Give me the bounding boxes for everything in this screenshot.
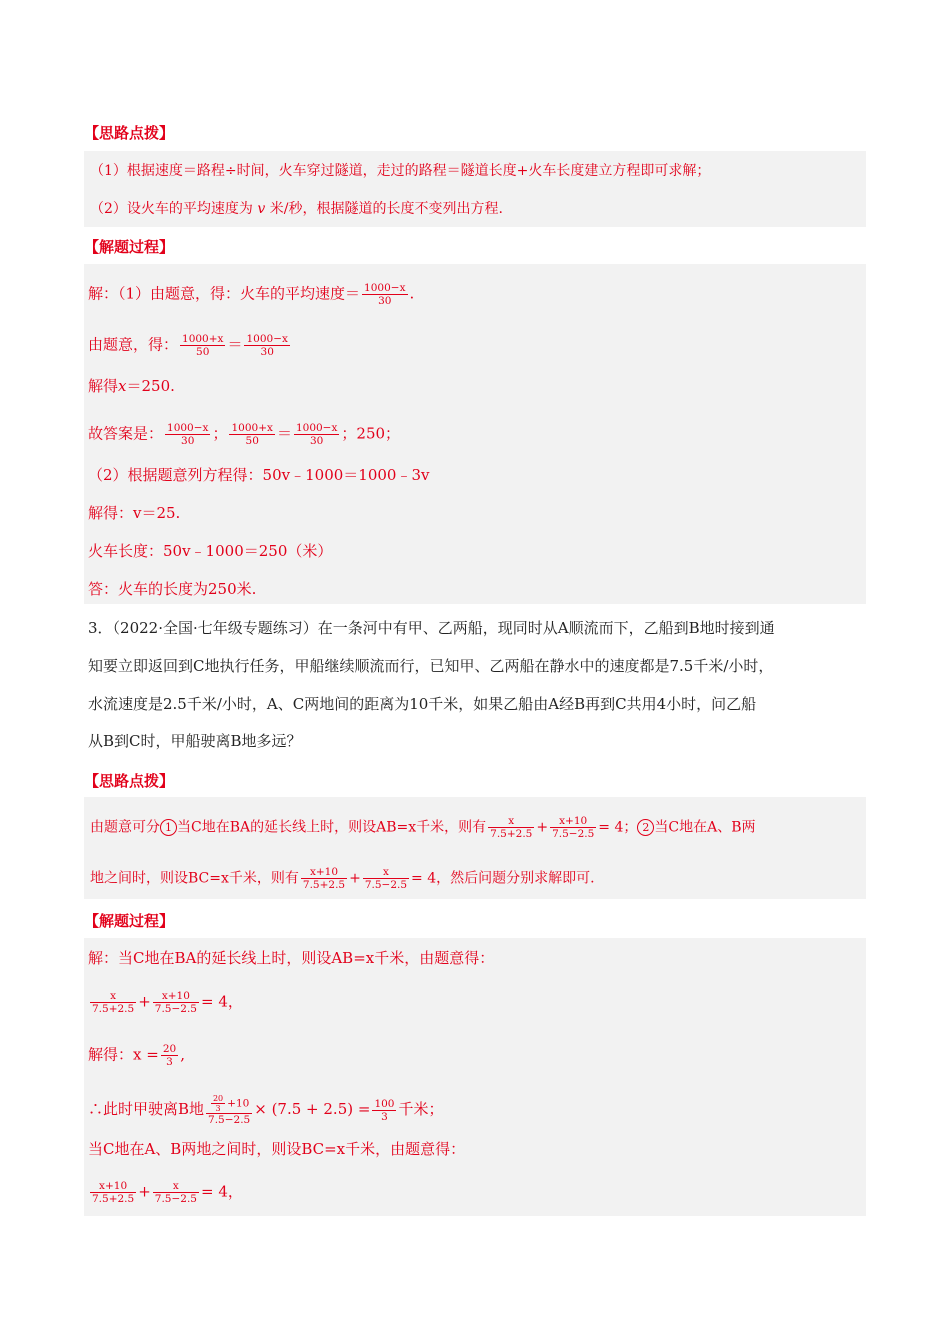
numerator: x+10 bbox=[550, 815, 596, 828]
solution-line-5: 当C地在A、B两地之间时，则设BC=x千米，由题意得： bbox=[88, 1140, 466, 1158]
text: 千米； bbox=[398, 1100, 444, 1118]
fraction bbox=[153, 990, 199, 1015]
denominator: 50 bbox=[196, 346, 210, 358]
fraction bbox=[90, 990, 136, 1015]
text: 故答案是： bbox=[88, 424, 164, 443]
fraction bbox=[244, 333, 289, 358]
denominator: 7.5−2.5 bbox=[154, 1193, 197, 1205]
text: 解得 bbox=[88, 377, 119, 395]
solution-line-6: 解得：v＝25. bbox=[88, 504, 181, 522]
solution-line-3 bbox=[88, 1043, 185, 1068]
solution-line-6 bbox=[88, 1180, 243, 1205]
fraction bbox=[211, 1094, 225, 1113]
text: 地之间时，则设BC=x千米，则有 bbox=[90, 870, 299, 887]
text: ＝250. bbox=[126, 377, 175, 395]
text: ∴此时甲驶离B地 bbox=[88, 1100, 205, 1118]
solution-line-4: 故答案是： $\frac{1000-x}{30}$ ； $\frac{1000+x}{50}$ ＝ $\frac{1000-x}{30}$ ；250； bbox=[88, 422, 401, 447]
hint-heading: 【思路点拨】 bbox=[84, 124, 175, 142]
numerator: 100 bbox=[374, 1097, 395, 1110]
denominator: 30 bbox=[309, 435, 324, 447]
hint-line-1 bbox=[90, 815, 756, 840]
solution-heading: 【解题过程】 bbox=[84, 238, 175, 256]
text: 由题意可分 bbox=[90, 819, 160, 836]
denominator: 7.5−2.5 bbox=[364, 879, 408, 891]
solution-box bbox=[84, 938, 866, 1216]
text: = 4，然后问题分别求解即可. bbox=[411, 870, 595, 887]
denominator: 30 bbox=[181, 435, 195, 447]
hint-line-2 bbox=[90, 866, 595, 891]
problem-line-4: 从B到C时，甲船驶离B地多远？ bbox=[88, 732, 302, 750]
denominator: 7.5−2.5 bbox=[154, 1003, 197, 1015]
fraction bbox=[229, 422, 274, 447]
solution-line-7: 火车长度：50v﹣1000＝250（米） bbox=[88, 542, 333, 560]
denominator: 7.5+2.5 bbox=[490, 828, 533, 840]
numerator: 1000+x bbox=[231, 422, 273, 434]
numerator: 20 bbox=[162, 1043, 177, 1055]
text: , bbox=[180, 1045, 185, 1064]
fraction bbox=[550, 815, 596, 840]
solution-line-5: （2）根据题意列方程得：50v﹣1000＝1000﹣3v bbox=[88, 466, 430, 484]
fraction bbox=[90, 1180, 136, 1205]
numerator: x bbox=[90, 990, 136, 1003]
text: 当C地在A、B两 bbox=[654, 819, 756, 836]
numerator: 1000−x bbox=[364, 282, 406, 294]
solution-line-2 bbox=[88, 990, 243, 1015]
text: x = bbox=[133, 1045, 159, 1064]
numerator: x+10 bbox=[301, 866, 347, 879]
text: = 4； bbox=[598, 819, 638, 836]
circled-number: 1 bbox=[160, 819, 177, 836]
plus: + bbox=[138, 992, 151, 1011]
fraction bbox=[488, 815, 534, 840]
denominator: 7.5+2.5 bbox=[92, 1193, 135, 1205]
numerator: 20 bbox=[212, 1094, 224, 1103]
denominator: 7.5−2.5 bbox=[208, 1114, 251, 1126]
numerator: 1000−x bbox=[246, 333, 288, 345]
numerator: x bbox=[363, 866, 409, 879]
hint-text: 米/秒，根据隧道的长度不变列出方程. bbox=[269, 201, 503, 217]
hint-line-1: （1）根据速度＝路程÷时间，火车穿过隧道，走过的路程＝隧道长度+火车长度建立方程即可求解； bbox=[90, 163, 711, 179]
numerator: 1000+x bbox=[182, 333, 224, 345]
denominator: 3 bbox=[381, 1110, 388, 1123]
denominator: 3 bbox=[166, 1056, 173, 1068]
fraction bbox=[294, 422, 339, 447]
fraction bbox=[165, 422, 210, 447]
denominator: 30 bbox=[378, 295, 392, 307]
solution-line-4 bbox=[88, 1094, 444, 1126]
hint-heading: 【思路点拨】 bbox=[84, 772, 175, 790]
problem-line-1: 3．（2022·全国·七年级专题练习）在一条河中有甲、乙两船，现同时从A顺流而下，乙船到B地时接到通 bbox=[88, 619, 775, 637]
numerator: x bbox=[488, 815, 534, 828]
text: × (7.5 + 2.5) = bbox=[254, 1100, 371, 1118]
numerator: 1000−x bbox=[295, 422, 338, 434]
text: ；250； bbox=[341, 424, 401, 443]
fraction bbox=[362, 282, 407, 307]
plus: + bbox=[138, 1182, 151, 1201]
text: 解得： bbox=[88, 1045, 134, 1064]
fraction bbox=[206, 1094, 252, 1126]
text: 当C地在BA的延长线上时，则设AB=x千米，则有 bbox=[177, 819, 487, 836]
denominator: 7.5+2.5 bbox=[302, 879, 346, 891]
plus: + bbox=[536, 819, 549, 836]
fraction bbox=[180, 333, 225, 358]
fraction bbox=[153, 1180, 199, 1205]
fraction bbox=[372, 1098, 396, 1123]
fraction bbox=[363, 866, 409, 891]
text: 解：（1）由题意，得：火车的平均速度＝ bbox=[88, 284, 361, 303]
solution-heading: 【解题过程】 bbox=[84, 912, 175, 930]
fraction bbox=[161, 1043, 178, 1068]
text: = 4， bbox=[200, 992, 243, 1011]
solution-line-2: 由题意，得： $\frac{1000+x}{50}$ ＝ $\frac{1000-x}{30}$ bbox=[88, 333, 288, 358]
plus: + bbox=[349, 870, 361, 887]
denominator: 7.5−2.5 bbox=[552, 828, 595, 840]
numerator: x bbox=[153, 1180, 199, 1193]
denominator: 30 bbox=[260, 346, 274, 358]
text: 由题意，得： bbox=[88, 335, 179, 354]
text: = 4， bbox=[200, 1182, 243, 1201]
numerator: x+10 bbox=[153, 990, 199, 1003]
numerator: 1000−x bbox=[167, 422, 209, 434]
numerator: $\frac{20}{3}$ +10 bbox=[206, 1094, 252, 1114]
denominator: 3 bbox=[215, 1104, 221, 1113]
var-v: v bbox=[257, 201, 266, 217]
solution-line-1: 解：当C地在BA的延长线上时，则设AB=x千米，由题意得： bbox=[88, 949, 495, 967]
fraction bbox=[301, 866, 347, 891]
numerator: x+10 bbox=[90, 1180, 136, 1193]
hint-text: （2）设火车的平均速度为 bbox=[90, 201, 253, 217]
circled-number: 2 bbox=[637, 819, 654, 836]
solution-line-3: 解得x＝250. bbox=[88, 377, 175, 395]
problem-line-3: 水流速度是2.5千米/小时，A、C两地间的距离为10千米，如果乙船由A经B再到C共用4小时，问乙船 bbox=[88, 695, 757, 713]
hint-line-2 bbox=[90, 199, 503, 219]
denominator: 7.5+2.5 bbox=[92, 1003, 135, 1015]
solution-line-8: 答：火车的长度为250米. bbox=[88, 580, 257, 598]
problem-line-2: 知要立即返回到C地执行任务，甲船继续顺流而行，已知甲、乙两船在静水中的速度都是7.5千米/小时， bbox=[88, 657, 774, 675]
solution-line-1: 解：（1）由题意，得：火车的平均速度＝ $\frac{1000-x}{30}$ . bbox=[88, 282, 415, 307]
denominator: 50 bbox=[245, 435, 259, 447]
